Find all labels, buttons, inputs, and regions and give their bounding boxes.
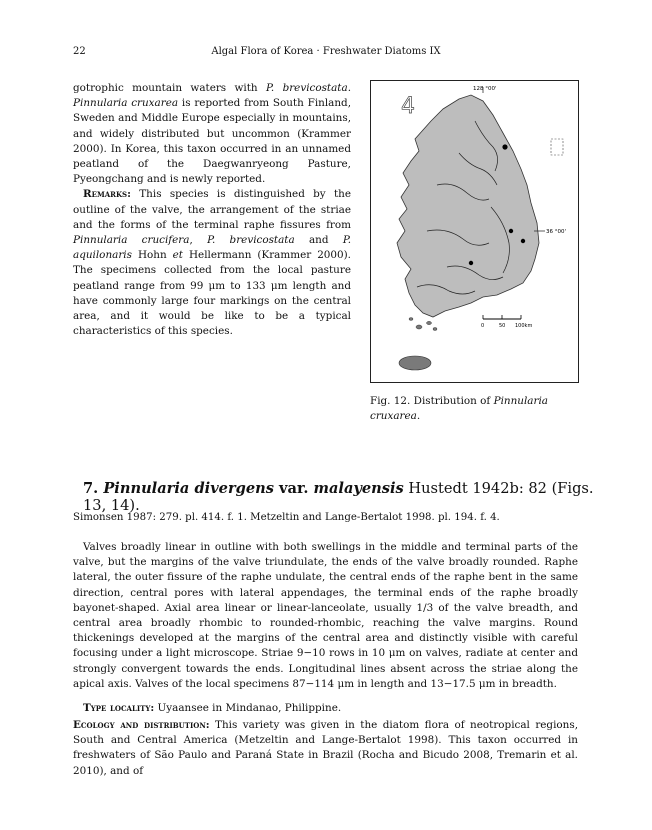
- remarks-label: Remarks:: [83, 188, 131, 201]
- description-paragraph: Valves broadly linear in outline with both swellings in the middle and terminal parts of the valve, but the margins of the valve triundulate, the ends of the valve broadly rounded. Raphe lateral, the outer fissure of the raphe undulate, the central ends of the raphe bent in the same direction, central pores with lateral appendages, the terminal ends of the raphe broadly bayonet-shaped. Axial area linear or linear-lanceolate, usually 1/3 of the valve breadth, and central area broadly rhombic to rounded-rhombic, reaching the valve margins. Round thickenings developed at the margins of the central area and distinctly visible with careful focusing under a light microscope. Striae 9−10 rows in 10 μm on valves, radiate at center and strongly convergent towards the ends. Longitudinal lines absent across the striae along the apical axis. Valves of the local specimens 87−114 μm in length and 13−17.5 μm in breadth.: [73, 541, 578, 690]
- latitude-label: 36 °00': [546, 229, 567, 235]
- svg-text:50: 50: [499, 323, 506, 329]
- type-locality: Type locality: Uyaansee in Mindanao, Philippine.: [83, 702, 342, 714]
- references-line: Simonsen 1987: 279. pl. 414. f. 1. Metzeltin and Lange-Bertalot 1998. pl. 194. f. 4.: [73, 512, 500, 523]
- korea-map-figure: [371, 81, 578, 382]
- distribution-map: [370, 80, 579, 383]
- svg-text:100km: 100km: [515, 323, 533, 329]
- left-text-column: [73, 81, 351, 339]
- remarks-paragraph: Remarks: This species is distinguished by the outline of the valve, the arrangement of the striae and the forms of the terminal raphe fissures from Pinnularia crucifera, P. brevicostata and P. aquilonaris Hohn et Hellermann (Krammer 2000). The specimens collected from the local pasture peatland range from 99 μm to 133 μm length and have commonly large four markings on the central area, and it would be like to be a typical characteristics of this species.: [73, 188, 351, 338]
- longitude-label: 128 °00': [473, 86, 497, 92]
- islands: [409, 318, 437, 331]
- figure-caption: Fig. 12. Distribution of Pinnularia cruxarea.: [370, 395, 548, 422]
- distribution-paragraph: gotrophic mountain waters with P. brevicostata. Pinnularia cruxarea is reported from South Finland, Sweden and Middle Europe especially in mountains, and widely distributed but uncommon (Krammer 2000). In Korea, this taxon occurred in an unnamed peatland of the Daegwanryeong Pasture, Pyeongchang and is newly reported.: [73, 82, 351, 186]
- section-heading: 7. Pinnularia divergens var. malayensis Hustedt 1942b: 82 (Figs. 13, 14).: [83, 480, 594, 514]
- svg-text:0: 0: [481, 323, 485, 329]
- jeju-island: [399, 356, 431, 370]
- korea-peninsula-shape: [397, 95, 539, 317]
- page-number: 22: [73, 46, 86, 57]
- ecology-distribution-paragraph: Ecology and distribution: This variety was given in the diatom flora of neotropical regions, South and Central America (Metzeltin and Lange-Bertalot 1998). This taxon occurred in freshwaters of São Paulo and Paraná State in Brazil (Rocha and Bicudo 2008, Tremarin et al. 2010), and of: [73, 719, 578, 777]
- scale-bar: [481, 315, 532, 329]
- running-title: Algal Flora of Korea · Freshwater Diatoms IX: [211, 46, 441, 57]
- map-number-label: 4: [401, 94, 415, 119]
